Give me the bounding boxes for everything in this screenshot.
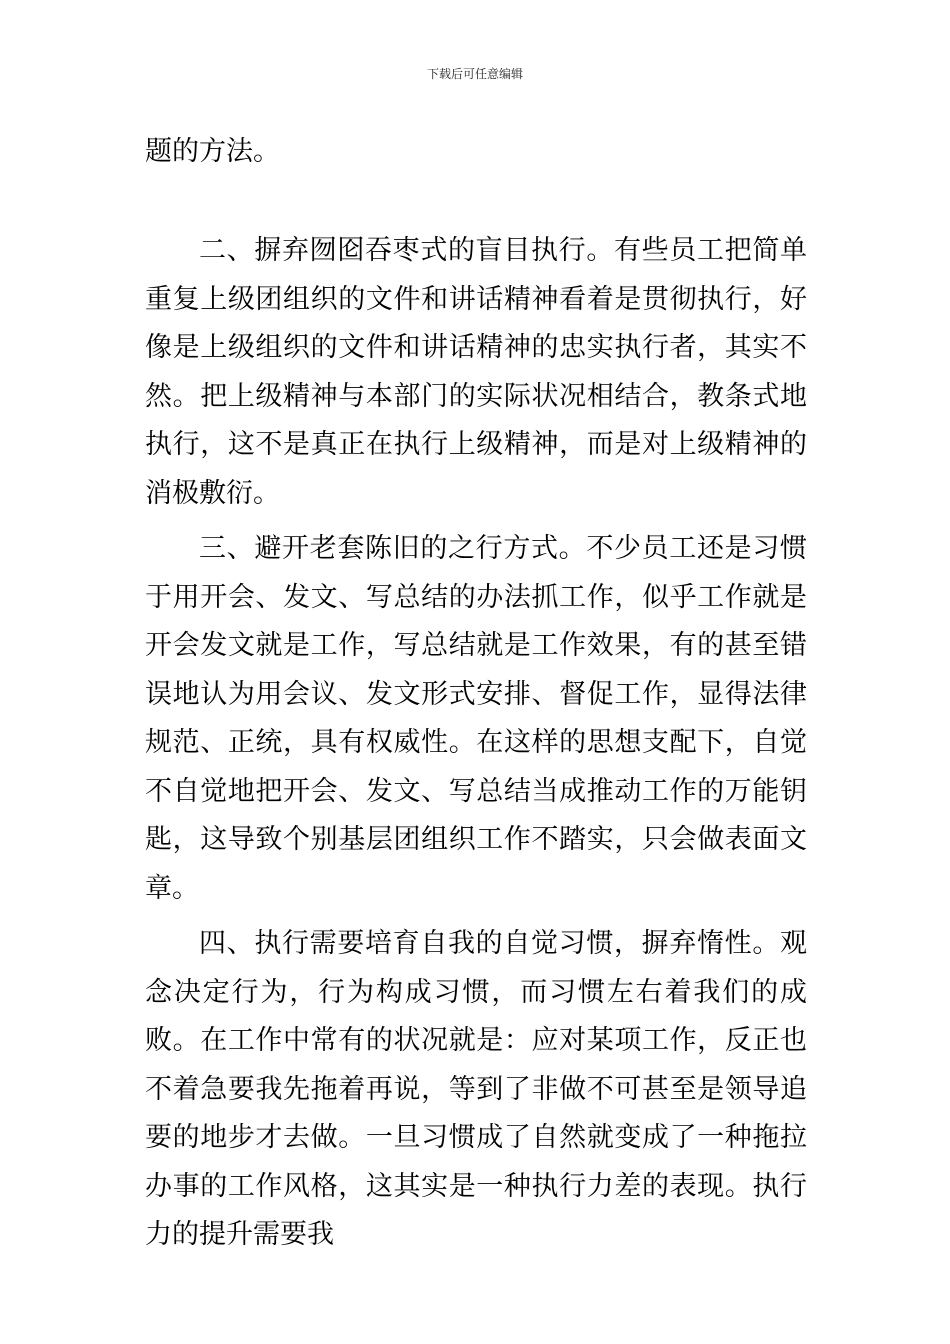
paragraph-point-four: 四、执行需要培育自我的自觉习惯，摒弃惰性。观念决定行为，行为构成习惯，而习惯左右着我们的成败。在工作中常有的状况就是：应对某项工作，反正也不着急要我先拖着再说，等到了非做不可甚至是领导追要的地步才去做。一旦习惯成了自然就变成了一种拖拉办事的工作风格，这其实是一种执行力差的表现。执行力的提升需要我 bbox=[145, 928, 807, 1250]
paragraph-continuation: 题的方法。 bbox=[145, 136, 280, 167]
page-header-note: 下载后可任意编辑 bbox=[426, 67, 523, 81]
paragraph-point-three: 三、避开老套陈旧的之行方式。不少员工还是习惯于用开会、发文、写总结的办法抓工作，似乎工作就是开会发文就是工作，写总结就是工作效果，有的甚至错误地认为用会议、发文形式安排、督促工作，显得法律规范、正统，具有权威性。在这样的思想支配下，自觉不自觉地把开会、发文、写总结当成推动工作的万能钥匙，这导致个别基层团组织工作不踏实，只会做表面文章。 bbox=[145, 533, 807, 904]
paragraph-point-two: 二、摒弃囫囵吞枣式的盲目执行。有些员工把简单重复上级团组织的文件和讲话精神看着是贯彻执行，好像是上级组织的文件和讲话精神的忠实执行者，其实不然。把上级精神与本部门的实际状况相结合，教条式地执行，这不是真正在执行上级精神，而是对上级精神的消极敷衍。 bbox=[145, 235, 807, 509]
